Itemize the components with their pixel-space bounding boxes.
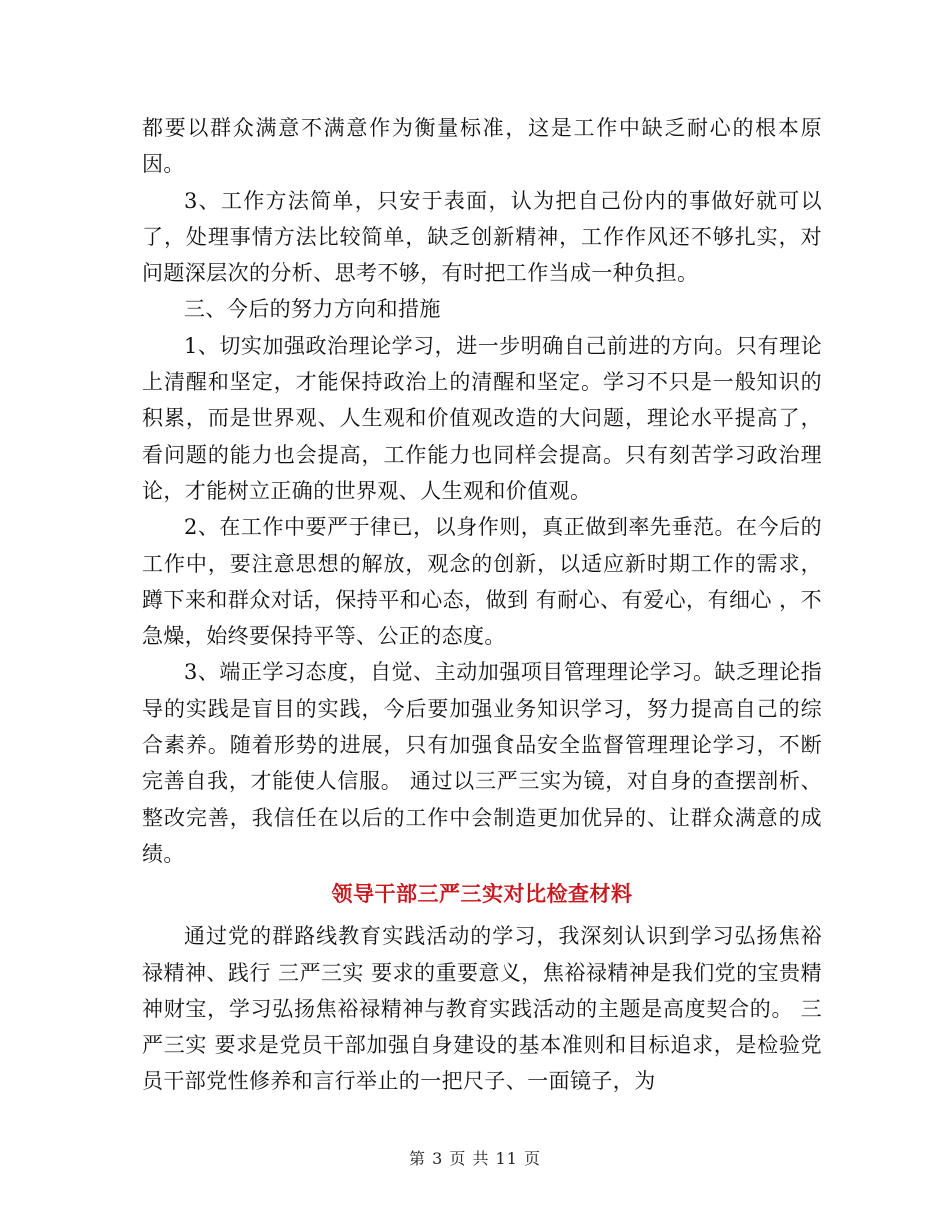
continued-paragraph: 都要以群众满意不满意作为衡量标准，这是工作中缺乏耐心的根本原因。 bbox=[142, 116, 822, 177]
measure-item-1: 1、切实加强政治理论学习，进一步明确自己前进的方向。只有理论上清醒和坚定，才能保持政治上的清醒和坚定。学习不只是一般知识的积累，而是世界观、人生观和价值观改造的大问题，理论水平提高了，看问题的能力也会提高，工作能力也同样会提高。只有刻苦学习政治理论，才能树立正确的世界观、人生观和价值观。 bbox=[142, 333, 822, 503]
section-heading: 三、今后的努力方向和措施 bbox=[184, 297, 441, 322]
intro-paragraph: 通过党的群路线教育实践活动的学习，我深刻认识到学习弘扬焦裕禄精神、践行 三严三实 要求的重要意义，焦裕禄精神是我们党的宝贵精神财宝，学习弘扬焦裕禄精神与教育实践活动的主题是高度契合的。 三严三实 要求是党员干部加强自身建设的基本准则和目标追求，是检验党员干部党性修养和言行举止的一把尺子、一面镜子，为 bbox=[142, 924, 822, 1094]
page-footer: 第 3 页 共 11 页 bbox=[409, 1149, 541, 1168]
document-title: 领导干部三严三实对比检查材料 bbox=[331, 882, 633, 907]
problem-item-3: 3、工作方法简单，只安于表面，认为把自己份内的事做好就可以了，处理事情方法比较简单，缺乏创新精神，工作作风还不够扎实，对问题深层次的分析、思考不够，有时把工作当成一种负担。 bbox=[142, 188, 822, 286]
measure-item-2: 2、在工作中要严于律已，以身作则，真正做到率先垂范。在今后的工作中，要注意思想的解放，观念的创新，以适应新时期工作的需求，蹲下来和群众对话，保持平和心态，做到 有耐心、有爱心，有细心 ，不急燥，始终要保持平等、公正的态度。 bbox=[142, 515, 822, 649]
measure-item-3: 3、端正学习态度，自觉、主动加强项目管理理论学习。缺乏理论指导的实践是盲目的实践，今后要加强业务知识学习，努力提高自己的综合素养。随着形势的进展，只有加强食品安全监督管理理论学习，不断完善自我，才能使人信服。 通过以三严三实为镜，对自身的查摆剖析、整改完善，我信任在以后的工作中会制造更加优异的、让群众满意的成绩。 bbox=[142, 660, 822, 866]
document-body bbox=[142, 110, 822, 1100]
